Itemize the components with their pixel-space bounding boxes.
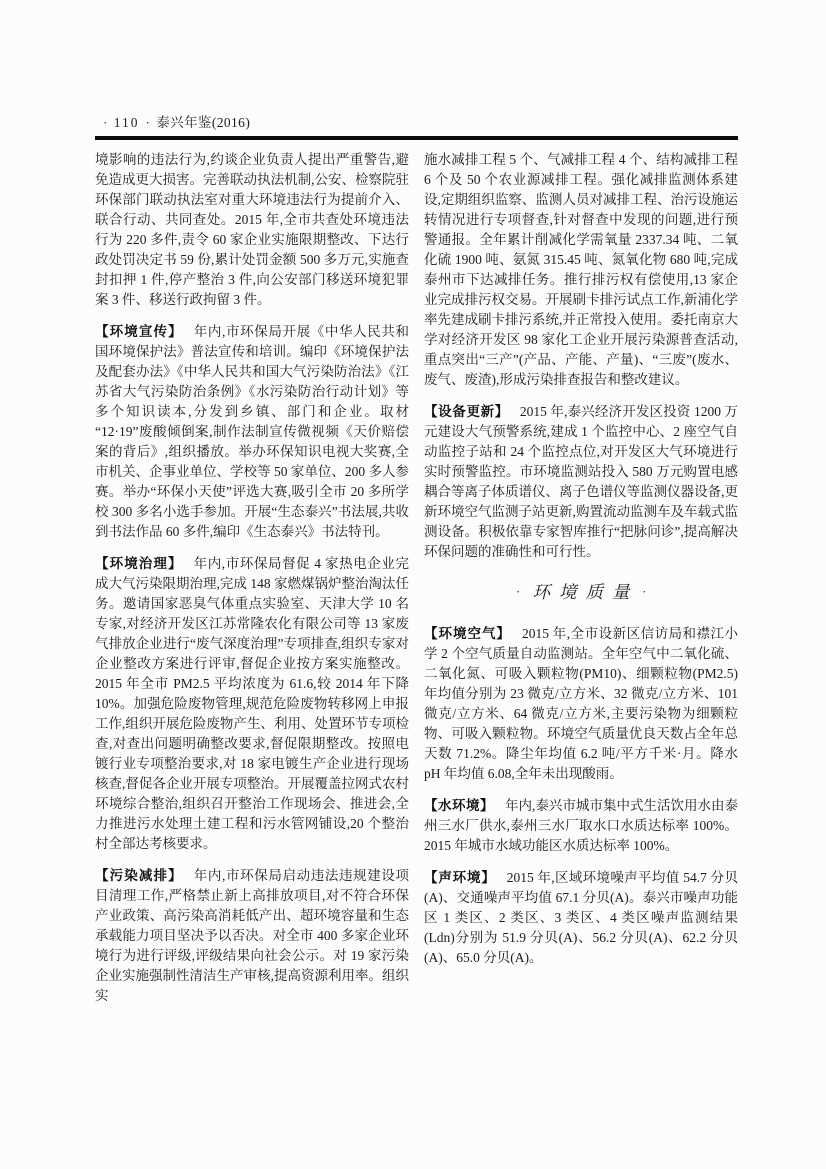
section-environment-governance: [95, 554, 409, 854]
page-header: [97, 111, 250, 131]
two-column-body: [95, 150, 738, 1006]
section-text: 年内,泰兴市城市集中式生活饮用水由泰州三水厂供水,泰州三水厂取水口水质达标率 100%。2015 年城市水域功能区水质达标率 100%。: [424, 798, 739, 853]
continued-paragraph-emission-projects: 施水减排工程 5 个、气减排工程 4 个、结构减排工程 6 个及 50 个农业源减排工程。强化减排监测体系建设,定期组织监察、监测人员对减排工程、治污设施运转情况进行专项督查,针对督查中发现的问题,进行预警通报。全年累计削减化学需氧量 2337.34 吨、二氧化硫 1900 吨、氨氮 315.45 吨、氮氧化物 680 吨,完成泰州市下达减排任务。推行排污权有偿使用,13 家企业完成排污权交易。开展刷卡排污试点工作,新浦化学率先建成刷卡排污系统,并正常投入使用。委托南京大学对经济开发区 98 家化工企业开展污染源普查活动,重点突出“三产”(产品、产能、产量)、“三废”(废水、废气、废渣),形成污染排查报告和整改建议。: [424, 152, 738, 387]
heading-dot-icon: ·: [516, 584, 520, 599]
right-column: [424, 150, 738, 1006]
section-label: 【环境宣传】: [95, 324, 183, 339]
section-environment-publicity: [95, 322, 409, 542]
section-noise-environment: [424, 868, 738, 968]
section-label: 【环境空气】: [424, 626, 511, 641]
section-text: 年内,市环保局督促 4 家热电企业完成大气污染限期治理,完成 148 家燃煤锅炉整治淘汰任务。邀请国家恶臭气体重点实验室、天津大学 10 名专家,对经济开发区江苏常隆农化有限公司等 13 家废气排放企业进行“废气深度治理”专项排查,组织专家对企业整改方案进行评审,督促企业按方案实施整改。2015 年全市 PM2.5 平均浓度为 61.6,较 2014 年下降 10%。加强危险废物管理,规范危险废物转移网上申报工作,组织开展危险废物产生、利用、处置环节专项检查,对查出问题明确整改要求,督促限期整改。按照电镀行业专项整治要求,对 18 家电镀生产企业进行现场核查,督促各企业开展专项整治。开展覆盖拉网式农村环境综合整治,组织召开整治工作现场会、推进会,全力推进污水处理土建工程和污水管网铺设,20 个整治村全部达考核要求。: [95, 556, 410, 851]
header-dot-icon: ·: [145, 115, 151, 130]
left-column: [95, 150, 409, 1006]
section-text: 2015 年,全市设新区信访局和襟江小学 2 个空气质量自动监测站。全年空气中二氧化硫、二氧化氮、可吸入颗粒物(PM10)、细颗粒物(PM2.5)年均值分别为 23 微克/立方米、32 微克/立方米、101 微克/立方米、64 微克/立方米,主要污染物为细颗粒物、可吸入颗粒物。环境空气质量优良天数占全年总天数 71.2%。降尘年均值 6.2 吨/平方千米·月。降水 pH 年均值 6.08,全年未出现酸雨。: [424, 626, 739, 781]
book-title: 泰兴年鉴(2016): [156, 115, 251, 130]
heading-dot-icon: ·: [642, 584, 646, 599]
section-water-environment: [424, 796, 738, 856]
section-label: 【污染减排】: [95, 868, 183, 883]
chapter-heading-environment-quality: [424, 580, 738, 604]
page-number: 110: [113, 115, 140, 130]
section-label: 【设备更新】: [424, 404, 509, 419]
section-label: 【环境治理】: [95, 556, 183, 571]
heading-text: 环境质量: [532, 582, 639, 602]
section-text: 年内,市环保局启动违法违规建设项目清理工作,严格禁止新上高排放项目,对不符合环保产业政策、高污染高消耗低产出、超环境容量和生态承载能力项目坚决予以否决。对全市 400 多家企业环境行为进行评级,评级结果向社会公示。对 19 家污染企业实施强制性清洁生产审核,提高资源利用率。组织实: [95, 868, 409, 1003]
section-label: 【水环境】: [424, 798, 495, 813]
continued-paragraph-enforcement: 境影响的违法行为,约谈企业负责人提出严重警告,避免造成更大损害。完善联动执法机制,公安、检察院驻环保部门联动执法室对重大环境违法行为提前介入、联合行动、共同查处。2015 年,全市共查处环境违法行为 220 多件,责令 60 家企业实施限期整改、下达行政处罚决定书 59 份,累计处罚金额 500 多万元,实施查封扣押 1 件,停产整治 3 件,向公安部门移送环境犯罪案 3 件、移送行政拘留 3 件。: [95, 152, 409, 307]
section-text: 2015 年,区域环境噪声平均值 54.7 分贝(A)、交通噪声平均值 67.1 分贝(A)。泰兴市噪声功能区 1 类区、2 类区、3 类区、4 类区噪声监测结果(Ldn)分别为 51.9 分贝(A)、56.2 分贝(A)、62.2 分贝(A)、65.0 分贝(A)。: [424, 870, 738, 965]
section-ambient-air: [424, 624, 738, 784]
header-rule: [95, 136, 738, 140]
section-text: 2015 年,泰兴经济开发区投资 1200 万元建设大气预警系统,建成 1 个监控中心、2 座空气自动监控子站和 24 个监控点位,对开发区大气环境进行实时预警监控。市环境监测站投入 580 万元购置电感耦合等离子体质谱仪、离子色谱仪等监测仪器设备,更新环境空气监测子站更新,购置流动监测车及车载式监测设备。积极依靠专家智库推行“把脉问诊”,提高解决环保问题的准确性和可行性。: [424, 404, 739, 559]
section-pollution-reduction: [95, 866, 409, 1006]
section-label: 【声环境】: [424, 870, 496, 885]
section-equipment-update: [424, 402, 738, 562]
section-text: 年内,市环保局开展《中华人民共和国环境保护法》普法宣传和培训。编印《环境保护法及配套办法》《中华人民共和国大气污染防治法》《江苏省大气污染防治条例》《水污染防治行动计划》等多个知识读本,分发到乡镇、部门和企业。取材“12·19”废酸倾倒案,制作法制宣传微视频《天价赔偿案的背后》,组织播放。举办环保知识电视大奖赛,全市机关、企事业单位、学校等 50 家单位、200 多人参赛。举办“环保小天使”评选大赛,吸引全市 20 多所学校 300 多名小选手参加。开展“生态泰兴”书法展,共收到书法作品 60 多件,编印《生态泰兴》书法特刊。: [95, 324, 409, 539]
header-dot-icon: ·: [103, 115, 108, 130]
